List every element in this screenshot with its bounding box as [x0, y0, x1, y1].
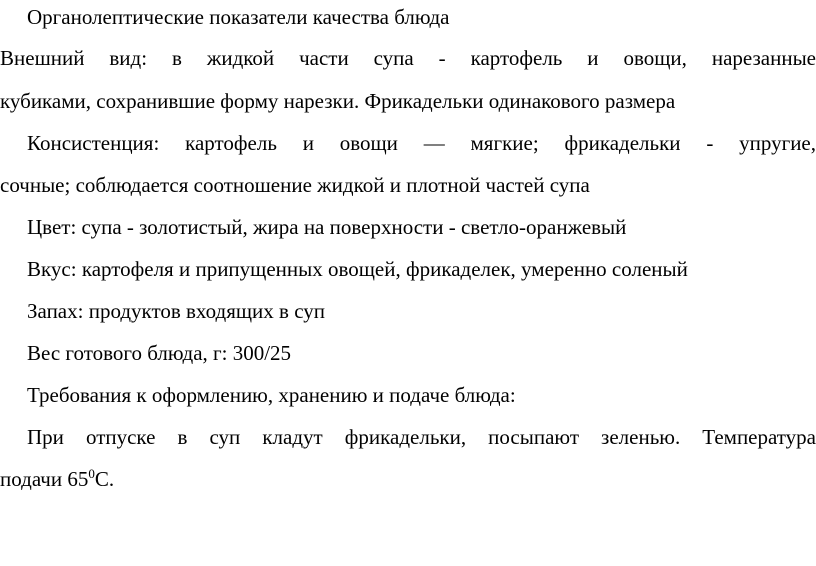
appearance-line-1: Внешний вид: в жидкой части супа - картофель и овощи, нарезанные — [0, 46, 816, 70]
weight-line: Вес готового блюда, г: 300/25 — [27, 341, 292, 365]
serving-line-2-prefix: подачи 65 — [0, 467, 89, 491]
requirements-title: Требования к оформлению, хранению и подаче блюда: — [27, 383, 516, 407]
heading: Органолептические показатели качества блюда — [27, 5, 450, 29]
serving-line-1: При отпуске в суп кладут фрикадельки, посыпают зеленью. Температура — [27, 425, 816, 449]
temperature-superscript: 0 — [88, 466, 95, 481]
color-line: Цвет: супа - золотистый, жира на поверхности - светло-оранжевый — [27, 215, 627, 239]
serving-line-2 — [0, 466, 816, 492]
serving-line-2-suffix: С. — [94, 467, 115, 491]
smell-line: Запах: продуктов входящих в суп — [27, 299, 325, 323]
taste-line: Вкус: картофеля и припущенных овощей, фрикаделек, умеренно соленый — [27, 257, 688, 281]
appearance-line-2: кубиками, сохранившие форму нарезки. Фрикадельки одинакового размера — [0, 89, 676, 113]
consistency-line-1: Консистенция: картофель и овощи — мягкие; фрикадельки - упругие, — [27, 131, 816, 155]
consistency-line-2: сочные; соблюдается соотношение жидкой и плотной частей супа — [0, 173, 590, 197]
